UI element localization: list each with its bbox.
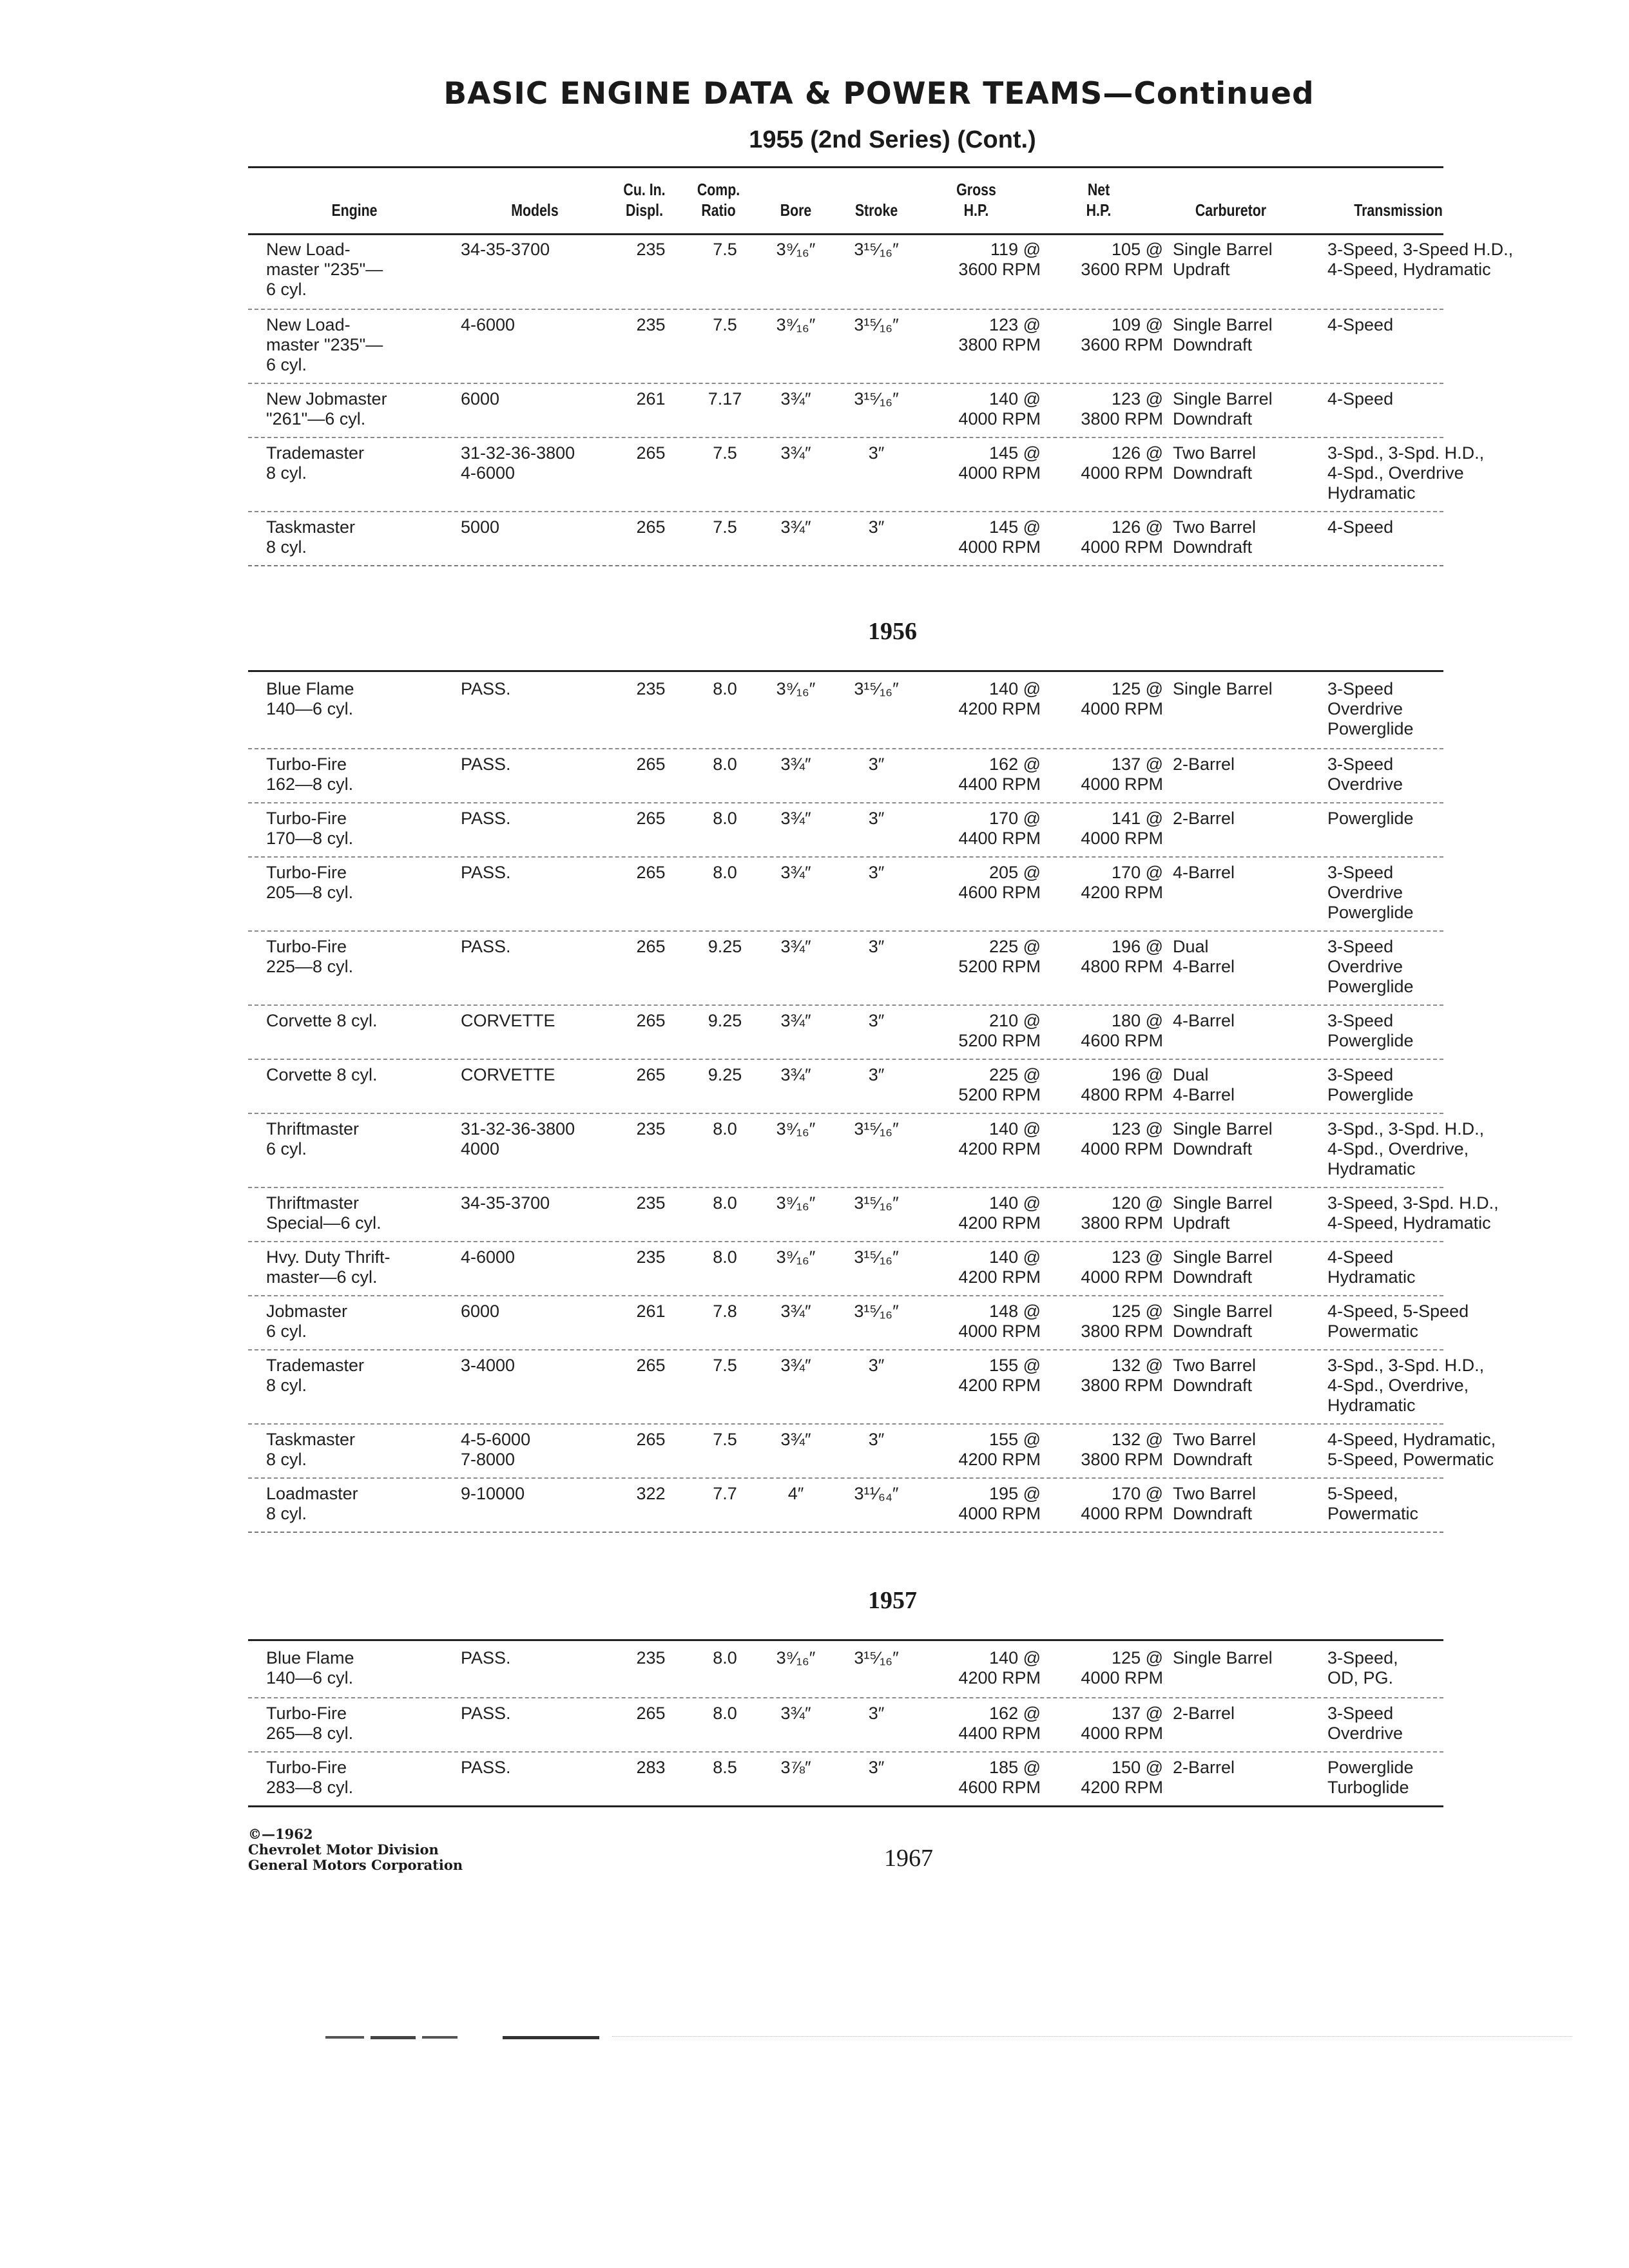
- bore-cell: 3⁹⁄₁₆″: [776, 1247, 816, 1267]
- table-row: [248, 930, 1443, 1006]
- page-number: 1967: [884, 1845, 933, 1872]
- table-top-rule: [248, 166, 1443, 168]
- carburetor-cell: Two Barrel Downdraft: [1173, 1430, 1257, 1469]
- transmission-cell: 3-Speed, OD, PG.: [1327, 1648, 1398, 1687]
- stroke-cell: 3″: [868, 1758, 885, 1777]
- compression-ratio-cell: 7.5: [713, 1430, 737, 1449]
- models-cell: PASS.: [461, 809, 511, 828]
- engine-cell: Thriftmaster Special—6 cyl.: [266, 1193, 381, 1233]
- engine-cell: Turbo-Fire 265—8 cyl.: [266, 1704, 354, 1743]
- stroke-cell: 3¹⁵⁄₁₆″: [854, 315, 899, 334]
- displacement-cell: 265: [636, 1356, 666, 1375]
- bore-cell: 3¾″: [780, 1704, 811, 1723]
- models-cell: PASS.: [461, 863, 511, 882]
- engine-cell: Taskmaster 8 cyl.: [266, 1430, 356, 1469]
- net-hp-cell: 141 @ 4000 RPM: [1081, 809, 1163, 848]
- transmission-cell: 3-Spd., 3-Spd. H.D., 4-Spd., Overdrive, Hydramatic: [1327, 1119, 1485, 1178]
- stroke-cell: 3¹⁵⁄₁₆″: [854, 679, 899, 698]
- net-hp-cell: 132 @ 3800 RPM: [1081, 1356, 1163, 1395]
- carburetor-cell: Single Barrel Downdraft: [1173, 1302, 1273, 1341]
- carburetor-cell: 4-Barrel: [1173, 863, 1235, 882]
- models-cell: PASS.: [461, 754, 511, 774]
- compression-ratio-cell: 8.0: [713, 1193, 737, 1213]
- engine-cell: Blue Flame 140—6 cyl.: [266, 1648, 354, 1687]
- transmission-cell: 4-Speed: [1327, 517, 1394, 537]
- models-cell: 31-32-36-3800 4000: [461, 1119, 575, 1158]
- table-row: [248, 1751, 1443, 1807]
- gross-hp-cell: 205 @ 4600 RPM: [958, 863, 1041, 902]
- carburetor-cell: 2-Barrel: [1173, 1758, 1235, 1777]
- gross-hp-cell: 210 @ 5200 RPM: [958, 1011, 1041, 1050]
- net-hp-cell: 196 @ 4800 RPM: [1081, 937, 1163, 976]
- carburetor-cell: 2-Barrel: [1173, 809, 1235, 828]
- net-hp-cell: 105 @ 3600 RPM: [1081, 240, 1163, 279]
- bore-cell: 3¾″: [780, 937, 811, 956]
- column-header-models: Models: [511, 200, 559, 220]
- gross-hp-cell: 140 @ 4200 RPM: [958, 1119, 1041, 1158]
- displacement-cell: 265: [636, 809, 666, 828]
- carburetor-cell: Dual 4-Barrel: [1173, 1065, 1235, 1104]
- transmission-cell: Powerglide Turboglide: [1327, 1758, 1414, 1797]
- models-cell: 34-35-3700: [461, 240, 550, 259]
- gross-hp-cell: 170 @ 4400 RPM: [958, 809, 1041, 848]
- stroke-cell: 3¹⁵⁄₁₆″: [854, 240, 899, 259]
- transmission-cell: 3-Speed Overdrive: [1327, 1704, 1403, 1743]
- table-row: [248, 1697, 1443, 1753]
- bore-cell: 3¾″: [780, 443, 811, 463]
- transmission-cell: 3-Spd., 3-Spd. H.D., 4-Spd., Overdrive, Hydramatic: [1327, 1356, 1485, 1415]
- engine-cell: New Load- master "235"— 6 cyl.: [266, 240, 383, 299]
- engine-cell: Turbo-Fire 225—8 cyl.: [266, 937, 354, 976]
- table-row: [248, 1059, 1443, 1114]
- carburetor-cell: Single Barrel Downdraft: [1173, 315, 1273, 354]
- transmission-cell: 3-Speed Overdrive Powerglide: [1327, 937, 1414, 996]
- models-cell: PASS.: [461, 1704, 511, 1723]
- engine-cell: Turbo-Fire 170—8 cyl.: [266, 809, 354, 848]
- carburetor-cell: Two Barrel Downdraft: [1173, 1356, 1257, 1395]
- carburetor-cell: Dual 4-Barrel: [1173, 937, 1235, 976]
- net-hp-cell: 150 @ 4200 RPM: [1081, 1758, 1163, 1797]
- net-hp-cell: 120 @ 3800 RPM: [1081, 1193, 1163, 1233]
- table-row: [248, 748, 1443, 803]
- section-top-rule: [248, 1639, 1443, 1641]
- displacement-cell: 322: [636, 1484, 666, 1503]
- carburetor-cell: Single Barrel Updraft: [1173, 1193, 1273, 1233]
- stroke-cell: 3″: [868, 809, 885, 828]
- displacement-cell: 265: [636, 937, 666, 956]
- gross-hp-cell: 140 @ 4200 RPM: [958, 1648, 1041, 1687]
- displacement-cell: 235: [636, 1193, 666, 1213]
- stroke-cell: 3¹⁵⁄₁₆″: [854, 1247, 899, 1267]
- bore-cell: 3¾″: [780, 517, 811, 537]
- net-hp-cell: 196 @ 4800 RPM: [1081, 1065, 1163, 1104]
- transmission-cell: 4-Speed: [1327, 315, 1394, 334]
- scan-artifact: [422, 2036, 458, 2039]
- transmission-cell: 4-Speed, 5-Speed Powermatic: [1327, 1302, 1469, 1341]
- transmission-cell: 4-Speed Hydramatic: [1327, 1247, 1416, 1287]
- displacement-cell: 265: [636, 1704, 666, 1723]
- engine-cell: Hvy. Duty Thrift- master—6 cyl.: [266, 1247, 390, 1287]
- models-cell: 4-6000: [461, 1247, 516, 1267]
- engine-cell: Taskmaster 8 cyl.: [266, 517, 356, 557]
- net-hp-cell: 125 @ 3800 RPM: [1081, 1302, 1163, 1341]
- table-row: [248, 1241, 1443, 1296]
- compression-ratio-cell: 7.7: [713, 1484, 737, 1503]
- stroke-cell: 3″: [868, 1430, 885, 1449]
- column-header-row: [0, 173, 1629, 224]
- column-header-stroke: Stroke: [854, 200, 898, 220]
- column-header-transmission: Transmission: [1354, 200, 1443, 220]
- compression-ratio-cell: 8.0: [713, 1247, 737, 1267]
- bore-cell: 3¾″: [780, 389, 811, 408]
- column-header-bore: Bore: [780, 200, 812, 220]
- transmission-cell: 3-Speed Overdrive Powerglide: [1327, 863, 1414, 922]
- compression-ratio-cell: 9.25: [708, 1011, 742, 1030]
- compression-ratio-cell: 8.0: [713, 1704, 737, 1723]
- year-heading: 1956: [868, 618, 917, 645]
- bore-cell: 3¾″: [780, 863, 811, 882]
- models-cell: 6000: [461, 1302, 500, 1321]
- scan-artifact: [325, 2036, 364, 2039]
- bore-cell: 3¾″: [780, 1011, 811, 1030]
- net-hp-cell: 126 @ 4000 RPM: [1081, 517, 1163, 557]
- gross-hp-cell: 162 @ 4400 RPM: [958, 754, 1041, 794]
- table-row: [248, 1477, 1443, 1533]
- models-cell: 4-5-6000 7-8000: [461, 1430, 531, 1469]
- models-cell: PASS.: [461, 679, 511, 698]
- displacement-cell: 261: [636, 1302, 666, 1321]
- gross-hp-cell: 140 @ 4200 RPM: [958, 679, 1041, 718]
- carburetor-cell: Single Barrel: [1173, 1648, 1273, 1667]
- table-row: [248, 309, 1443, 384]
- net-hp-cell: 109 @ 3600 RPM: [1081, 315, 1163, 354]
- compression-ratio-cell: 7.5: [713, 517, 737, 537]
- transmission-cell: 3-Speed, 3-Spd. H.D., 4-Speed, Hydramatic: [1327, 1193, 1499, 1233]
- models-cell: CORVETTE: [461, 1011, 555, 1030]
- bore-cell: 3⁹⁄₁₆″: [776, 240, 816, 259]
- net-hp-cell: 123 @ 4000 RPM: [1081, 1119, 1163, 1158]
- transmission-cell: 3-Speed Overdrive: [1327, 754, 1403, 794]
- models-cell: PASS.: [461, 1758, 511, 1777]
- compression-ratio-cell: 9.25: [708, 937, 742, 956]
- gross-hp-cell: 162 @ 4400 RPM: [958, 1704, 1041, 1743]
- bore-cell: 3¾″: [780, 809, 811, 828]
- models-cell: 34-35-3700: [461, 1193, 550, 1213]
- bore-cell: 3¾″: [780, 1065, 811, 1084]
- carburetor-cell: Single Barrel Downdraft: [1173, 1247, 1273, 1287]
- stroke-cell: 3¹¹⁄₆₄″: [854, 1484, 899, 1503]
- scan-artifact: [612, 2036, 1572, 2037]
- net-hp-cell: 123 @ 3800 RPM: [1081, 389, 1163, 428]
- column-header-carburetor: Carburetor: [1195, 200, 1267, 220]
- engine-cell: Turbo-Fire 205—8 cyl.: [266, 863, 354, 902]
- bore-cell: 3⁹⁄₁₆″: [776, 1119, 816, 1139]
- transmission-cell: 4-Speed, Hydramatic, 5-Speed, Powermatic: [1327, 1430, 1496, 1469]
- models-cell: CORVETTE: [461, 1065, 555, 1084]
- table-row: [248, 1187, 1499, 1242]
- bore-cell: 3¾″: [780, 1430, 811, 1449]
- models-cell: 5000: [461, 517, 500, 537]
- engine-cell: Trademaster 8 cyl.: [266, 443, 365, 483]
- gross-hp-cell: 145 @ 4000 RPM: [958, 517, 1041, 557]
- displacement-cell: 265: [636, 1430, 666, 1449]
- scan-artifact: [371, 2036, 416, 2039]
- stroke-cell: 3¹⁵⁄₁₆″: [854, 1193, 899, 1213]
- table-row: [248, 1004, 1443, 1060]
- displacement-cell: 265: [636, 1011, 666, 1030]
- carburetor-cell: Single Barrel: [1173, 679, 1273, 698]
- gross-hp-cell: 195 @ 4000 RPM: [958, 1484, 1041, 1523]
- displacement-cell: 235: [636, 1648, 666, 1667]
- compression-ratio-cell: 8.0: [713, 863, 737, 882]
- stroke-cell: 3″: [868, 1011, 885, 1030]
- displacement-cell: 235: [636, 240, 666, 259]
- displacement-cell: 261: [636, 389, 666, 408]
- transmission-cell: 4-Speed: [1327, 389, 1394, 408]
- models-cell: 31-32-36-3800 4-6000: [461, 443, 575, 483]
- compression-ratio-cell: 7.5: [713, 443, 737, 463]
- bore-cell: 3¾″: [780, 1356, 811, 1375]
- compression-ratio-cell: 8.0: [713, 809, 737, 828]
- carburetor-cell: Single Barrel Updraft: [1173, 240, 1273, 279]
- gross-hp-cell: 225 @ 5200 RPM: [958, 937, 1041, 976]
- transmission-cell: Powerglide: [1327, 809, 1414, 828]
- table-row: [248, 1113, 1485, 1188]
- gross-hp-cell: 225 @ 5200 RPM: [958, 1065, 1041, 1104]
- models-cell: PASS.: [461, 1648, 511, 1667]
- compression-ratio-cell: 9.25: [708, 1065, 742, 1084]
- engine-cell: New Load- master "235"— 6 cyl.: [266, 315, 383, 374]
- displacement-cell: 265: [636, 754, 666, 774]
- compression-ratio-cell: 8.0: [713, 1648, 737, 1667]
- engine-cell: Trademaster 8 cyl.: [266, 1356, 365, 1395]
- table-row: [248, 235, 1514, 309]
- bore-cell: 3⁹⁄₁₆″: [776, 315, 816, 334]
- transmission-cell: 3-Speed Powerglide: [1327, 1011, 1414, 1050]
- gross-hp-cell: 123 @ 3800 RPM: [958, 315, 1041, 354]
- displacement-cell: 235: [636, 1247, 666, 1267]
- stroke-cell: 3¹⁵⁄₁₆″: [854, 1119, 899, 1139]
- column-header-net-hp: Net H.P.: [1086, 180, 1112, 220]
- net-hp-cell: 137 @ 4000 RPM: [1081, 754, 1163, 794]
- gross-hp-cell: 140 @ 4000 RPM: [958, 389, 1041, 428]
- compression-ratio-cell: 7.17: [708, 389, 742, 408]
- net-hp-cell: 125 @ 4000 RPM: [1081, 1648, 1163, 1687]
- gross-hp-cell: 148 @ 4000 RPM: [958, 1302, 1041, 1341]
- compression-ratio-cell: 8.0: [713, 679, 737, 698]
- section-bottom-rule: [248, 565, 1443, 566]
- engine-cell: Loadmaster 8 cyl.: [266, 1484, 358, 1523]
- net-hp-cell: 126 @ 4000 RPM: [1081, 443, 1163, 483]
- displacement-cell: 265: [636, 443, 666, 463]
- stroke-cell: 3″: [868, 754, 885, 774]
- compression-ratio-cell: 7.5: [713, 240, 737, 259]
- table-row: [248, 383, 1443, 438]
- displacement-cell: 235: [636, 315, 666, 334]
- models-cell: 4-6000: [461, 315, 516, 334]
- table-row: [248, 511, 1443, 566]
- section-top-rule: [248, 670, 1443, 672]
- table-row: [248, 1423, 1496, 1479]
- carburetor-cell: Single Barrel Downdraft: [1173, 389, 1273, 428]
- column-header-displ: Cu. In. Displ.: [623, 180, 666, 220]
- column-header-engine: Engine: [331, 200, 378, 220]
- transmission-cell: 5-Speed, Powermatic: [1327, 1484, 1419, 1523]
- stroke-cell: 3″: [868, 1356, 885, 1375]
- displacement-cell: 265: [636, 517, 666, 537]
- displacement-cell: 235: [636, 679, 666, 698]
- net-hp-cell: 180 @ 4600 RPM: [1081, 1011, 1163, 1050]
- column-header-gross-hp: Gross H.P.: [956, 180, 996, 220]
- gross-hp-cell: 145 @ 4000 RPM: [958, 443, 1041, 483]
- carburetor-cell: Two Barrel Downdraft: [1173, 443, 1257, 483]
- net-hp-cell: 170 @ 4000 RPM: [1081, 1484, 1163, 1523]
- table-row: [248, 1295, 1469, 1350]
- engine-cell: Blue Flame 140—6 cyl.: [266, 679, 354, 718]
- stroke-cell: 3¹⁵⁄₁₆″: [854, 389, 899, 408]
- bore-cell: 3⅞″: [780, 1758, 811, 1777]
- scan-artifact: [503, 2036, 599, 2039]
- bore-cell: 3⁹⁄₁₆″: [776, 1193, 816, 1213]
- bore-cell: 4″: [787, 1484, 804, 1503]
- gross-hp-cell: 155 @ 4200 RPM: [958, 1430, 1041, 1469]
- net-hp-cell: 125 @ 4000 RPM: [1081, 679, 1163, 718]
- compression-ratio-cell: 8.5: [713, 1758, 737, 1777]
- displacement-cell: 265: [636, 863, 666, 882]
- displacement-cell: 283: [636, 1758, 666, 1777]
- column-header-comp: Comp. Ratio: [697, 180, 740, 220]
- net-hp-cell: 170 @ 4200 RPM: [1081, 863, 1163, 902]
- carburetor-cell: Single Barrel Downdraft: [1173, 1119, 1273, 1158]
- stroke-cell: 3″: [868, 937, 885, 956]
- carburetor-cell: 4-Barrel: [1173, 1011, 1235, 1030]
- displacement-cell: 235: [636, 1119, 666, 1139]
- section-bottom-rule: [248, 1532, 1443, 1533]
- net-hp-cell: 137 @ 4000 RPM: [1081, 1704, 1163, 1743]
- compression-ratio-cell: 7.5: [713, 315, 737, 334]
- compression-ratio-cell: 7.8: [713, 1302, 737, 1321]
- compression-ratio-cell: 8.0: [713, 1119, 737, 1139]
- transmission-cell: 3-Spd., 3-Spd. H.D., 4-Spd., Overdrive Hydramatic: [1327, 443, 1485, 503]
- engine-cell: Corvette 8 cyl.: [266, 1011, 378, 1030]
- transmission-cell: 3-Speed, 3-Speed H.D., 4-Speed, Hydramatic: [1327, 240, 1514, 279]
- table-row: [248, 1643, 1443, 1697]
- table-row: [248, 856, 1443, 932]
- transmission-cell: 3-Speed Powerglide: [1327, 1065, 1414, 1104]
- net-hp-cell: 123 @ 4000 RPM: [1081, 1247, 1163, 1287]
- displacement-cell: 265: [636, 1065, 666, 1084]
- net-hp-cell: 132 @ 3800 RPM: [1081, 1430, 1163, 1469]
- bore-cell: 3⁹⁄₁₆″: [776, 679, 816, 698]
- gross-hp-cell: 185 @ 4600 RPM: [958, 1758, 1041, 1797]
- stroke-cell: 3″: [868, 863, 885, 882]
- carburetor-cell: 2-Barrel: [1173, 754, 1235, 774]
- table-row: [248, 674, 1443, 748]
- carburetor-cell: 2-Barrel: [1173, 1704, 1235, 1723]
- compression-ratio-cell: 8.0: [713, 754, 737, 774]
- engine-cell: New Jobmaster "261"—6 cyl.: [266, 389, 387, 428]
- stroke-cell: 3¹⁵⁄₁₆″: [854, 1302, 899, 1321]
- section-bottom-rule: [248, 1805, 1443, 1807]
- table-row: [248, 1349, 1485, 1425]
- stroke-cell: 3″: [868, 1704, 885, 1723]
- engine-cell: Thriftmaster 6 cyl.: [266, 1119, 360, 1158]
- engine-cell: Turbo-Fire 283—8 cyl.: [266, 1758, 354, 1797]
- bore-cell: 3⁹⁄₁₆″: [776, 1648, 816, 1667]
- copyright-notice: ©—1962 Chevrolet Motor Division General Motors Corporation: [248, 1826, 463, 1873]
- section-subtitle: 1955 (2nd Series) (Cont.): [749, 126, 1036, 153]
- models-cell: 9-10000: [461, 1484, 525, 1503]
- compression-ratio-cell: 7.5: [713, 1356, 737, 1375]
- engine-cell: Corvette 8 cyl.: [266, 1065, 378, 1084]
- models-cell: 3-4000: [461, 1356, 516, 1375]
- stroke-cell: 3″: [868, 443, 885, 463]
- stroke-cell: 3″: [868, 517, 885, 537]
- stroke-cell: 3″: [868, 1065, 885, 1084]
- gross-hp-cell: 140 @ 4200 RPM: [958, 1193, 1041, 1233]
- gross-hp-cell: 155 @ 4200 RPM: [958, 1356, 1041, 1395]
- gross-hp-cell: 119 @ 3600 RPM: [958, 240, 1041, 279]
- bore-cell: 3¾″: [780, 754, 811, 774]
- engine-cell: Jobmaster 6 cyl.: [266, 1302, 348, 1341]
- models-cell: 6000: [461, 389, 500, 408]
- carburetor-cell: Two Barrel Downdraft: [1173, 1484, 1257, 1523]
- bore-cell: 3¾″: [780, 1302, 811, 1321]
- gross-hp-cell: 140 @ 4200 RPM: [958, 1247, 1041, 1287]
- models-cell: PASS.: [461, 937, 511, 956]
- table-row: [248, 802, 1443, 858]
- year-heading: 1957: [868, 1587, 917, 1614]
- table-row: [248, 437, 1485, 512]
- page-title: BASIC ENGINE DATA & POWER TEAMS—Continued: [443, 76, 1315, 111]
- stroke-cell: 3¹⁵⁄₁₆″: [854, 1648, 899, 1667]
- carburetor-cell: Two Barrel Downdraft: [1173, 517, 1257, 557]
- engine-cell: Turbo-Fire 162—8 cyl.: [266, 754, 354, 794]
- transmission-cell: 3-Speed Overdrive Powerglide: [1327, 679, 1414, 738]
